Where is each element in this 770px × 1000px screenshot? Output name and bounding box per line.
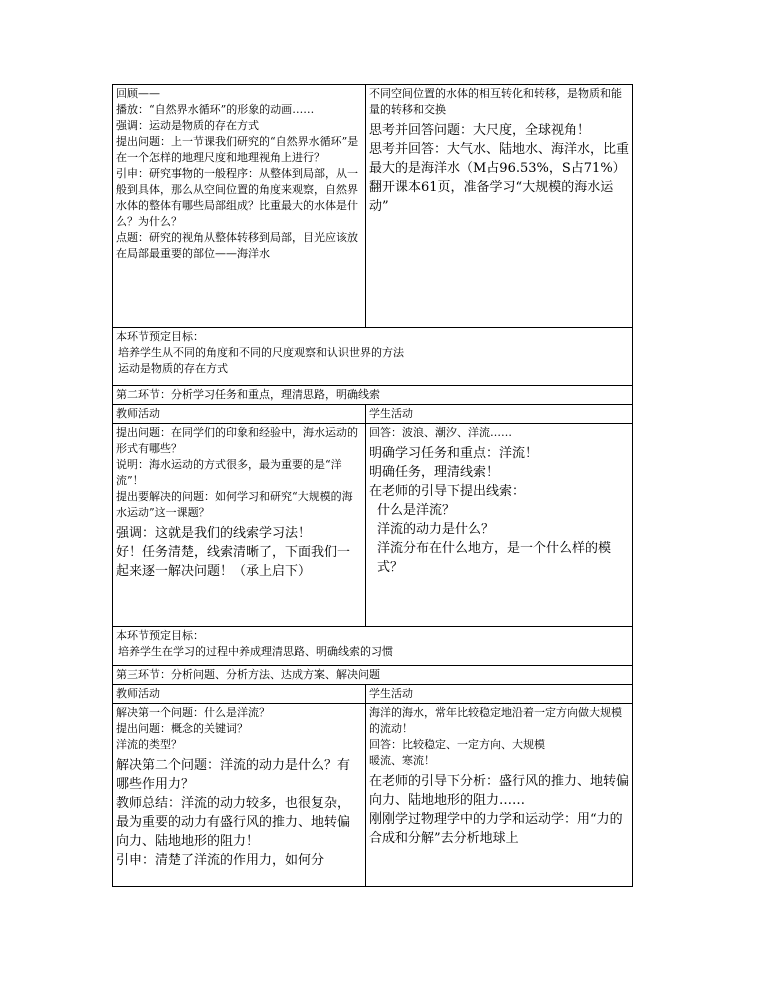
goal1-title: 本环节预定目标： <box>116 330 204 343</box>
review-teacher-cell <box>113 85 366 328</box>
cell-line: 翻开课本61页，准备学习“大规模的海水运动” <box>369 180 614 214</box>
review-row <box>113 85 633 328</box>
cell-line: 强调：运动是物质的存在方式 <box>116 119 259 132</box>
section3-student-cell <box>366 704 633 887</box>
section2-teacher-list <box>116 425 362 581</box>
cell-line: 思考并回答问题：大尺度，全球视角！ <box>369 123 591 138</box>
cell-line: 思考并回答：大气水、陆地水、海洋水，比重最大的是海洋水（M占96.53%，S占71%） <box>369 142 630 176</box>
review-student-list <box>369 86 629 216</box>
section3-teacher-list <box>116 705 362 870</box>
cell-line: 在老师的引导下提出线索： <box>369 484 526 499</box>
section3-teacher-cell <box>113 704 366 887</box>
section3-title: 第三环节：分析问题、分析方法、达成方案、解决问题 <box>116 668 380 681</box>
cell-line: 解决第二个问题：洋流的动力是什么？有哪些作用力？ <box>116 758 351 792</box>
cell-line: 明确任务，理清线索！ <box>369 465 500 480</box>
cell-line: 运动是物质的存在方式 <box>118 362 228 375</box>
cell-line: 明确学习任务和重点：洋流！ <box>369 446 539 461</box>
goal1-cell <box>113 328 633 386</box>
section3-header-row <box>113 685 633 704</box>
cell-line: 引申：清楚了洋流的作用力，如何分 <box>116 853 325 868</box>
cell-line: 洋流的动力是什么？ <box>377 522 495 537</box>
cell-line: 播放：“自然界水循环”的形象的动画…… <box>116 103 315 116</box>
cell-line: 暖流、寒流！ <box>369 754 435 767</box>
review-teacher-list <box>116 86 362 262</box>
cell-line: 提出问题：上一节课我们研究的“自然界水循环”是在一个怎样的地理尺度和地理视角上进行？ <box>116 135 359 164</box>
cell-line: 培养学生在学习的过程中养成理清思路、明确线索的习惯 <box>118 645 393 658</box>
section3-teacher-header: 教师活动 <box>116 687 160 700</box>
goal1-row <box>113 328 633 386</box>
cell-line: 培养学生从不同的角度和不同的尺度观察和认识世界的方法 <box>118 346 404 359</box>
section2-content-row <box>113 424 633 627</box>
section2-teacher-cell <box>113 424 366 627</box>
cell-line: 回顾—— <box>116 87 160 100</box>
section3-student-header-cell <box>366 685 633 704</box>
section2-teacher-header-cell <box>113 405 366 424</box>
section3-student-header: 学生活动 <box>369 687 413 700</box>
section3-teacher-header-cell <box>113 685 366 704</box>
section2-teacher-header: 教师活动 <box>116 407 160 420</box>
cell-line: 什么是洋流？ <box>377 503 456 518</box>
cell-line: 提出要解决的问题：如何学习和研究“大规模的海水运动”这一课题？ <box>116 490 353 519</box>
section2-title: 第二环节：分析学习任务和重点，理清思路，明确线索 <box>116 388 380 401</box>
cell-line: 点题：研究的视角从整体转移到局部，目光应该放在局部最重要的部位——海洋水 <box>116 231 358 260</box>
review-student-cell <box>366 85 633 328</box>
cell-line: 回答：波浪、潮汐、洋流…… <box>369 426 512 439</box>
cell-line: 洋流分布在什么地方，是一个什么样的模式？ <box>377 541 612 575</box>
section2-title-cell <box>113 386 633 405</box>
cell-line: 解决第一个问题：什么是洋流？ <box>116 706 270 719</box>
cell-line: 提出问题：概念的关键词？ <box>116 722 248 735</box>
section2-title-row <box>113 386 633 405</box>
cell-line: 回答：比较稳定、一定方向、大规模 <box>369 738 545 751</box>
section3-content-row <box>113 704 633 887</box>
goal1-items <box>116 345 629 377</box>
section3-student-list <box>369 705 629 848</box>
cell-line: 教师总结：洋流的动力较多，也很复杂，最为重要的动力有盛行风的推力、地转偏向力、陆地地形的阻力！ <box>116 796 351 849</box>
section2-student-cell <box>366 424 633 627</box>
section3-title-row <box>113 666 633 685</box>
cell-line: 刚刚学过物理学中的力学和运动学：用“力的合成和分解”去分析地球上 <box>369 812 623 846</box>
goal2-items <box>116 644 629 660</box>
section3-title-cell <box>113 666 633 685</box>
cell-line: 提出问题：在同学们的印象和经验中，海水运动的形式有哪些？ <box>116 426 358 455</box>
section2-header-row <box>113 405 633 424</box>
cell-line: 洋流的类型？ <box>116 738 182 751</box>
goal2-cell <box>113 627 633 666</box>
section2-student-header: 学生活动 <box>369 407 413 420</box>
cell-line: 好！任务清楚，线索清晰了，下面我们一起来逐一解决问题！（承上启下） <box>116 545 351 579</box>
cell-line: 引申：研究事物的一般程序：从整体到局部，从一般到具体，那么从空间位置的角度来观察，自然界水体的整体有哪些局部组成？比重最大的水体是什么？为什么？ <box>116 167 358 228</box>
goal2-row <box>113 627 633 666</box>
cell-line: 说明：海水运动的方式很多，最为重要的是“洋流”！ <box>116 458 342 487</box>
section2-student-header-cell <box>366 405 633 424</box>
cell-line: 在老师的引导下分析：盛行风的推力、地转偏向力、陆地地形的阻力…… <box>369 774 630 808</box>
goal2-title: 本环节预定目标： <box>116 629 204 642</box>
cell-line: 海洋的海水，常年比较稳定地沿着一定方向做大规模的流动！ <box>369 706 622 735</box>
cell-line: 强调：这就是我们的线索学习法！ <box>116 526 312 541</box>
cell-line: 不同空间位置的水体的相互转化和转移，是物质和能量的转移和交换 <box>369 87 622 116</box>
section2-student-list <box>369 425 629 577</box>
lesson-plan-table <box>112 84 633 887</box>
